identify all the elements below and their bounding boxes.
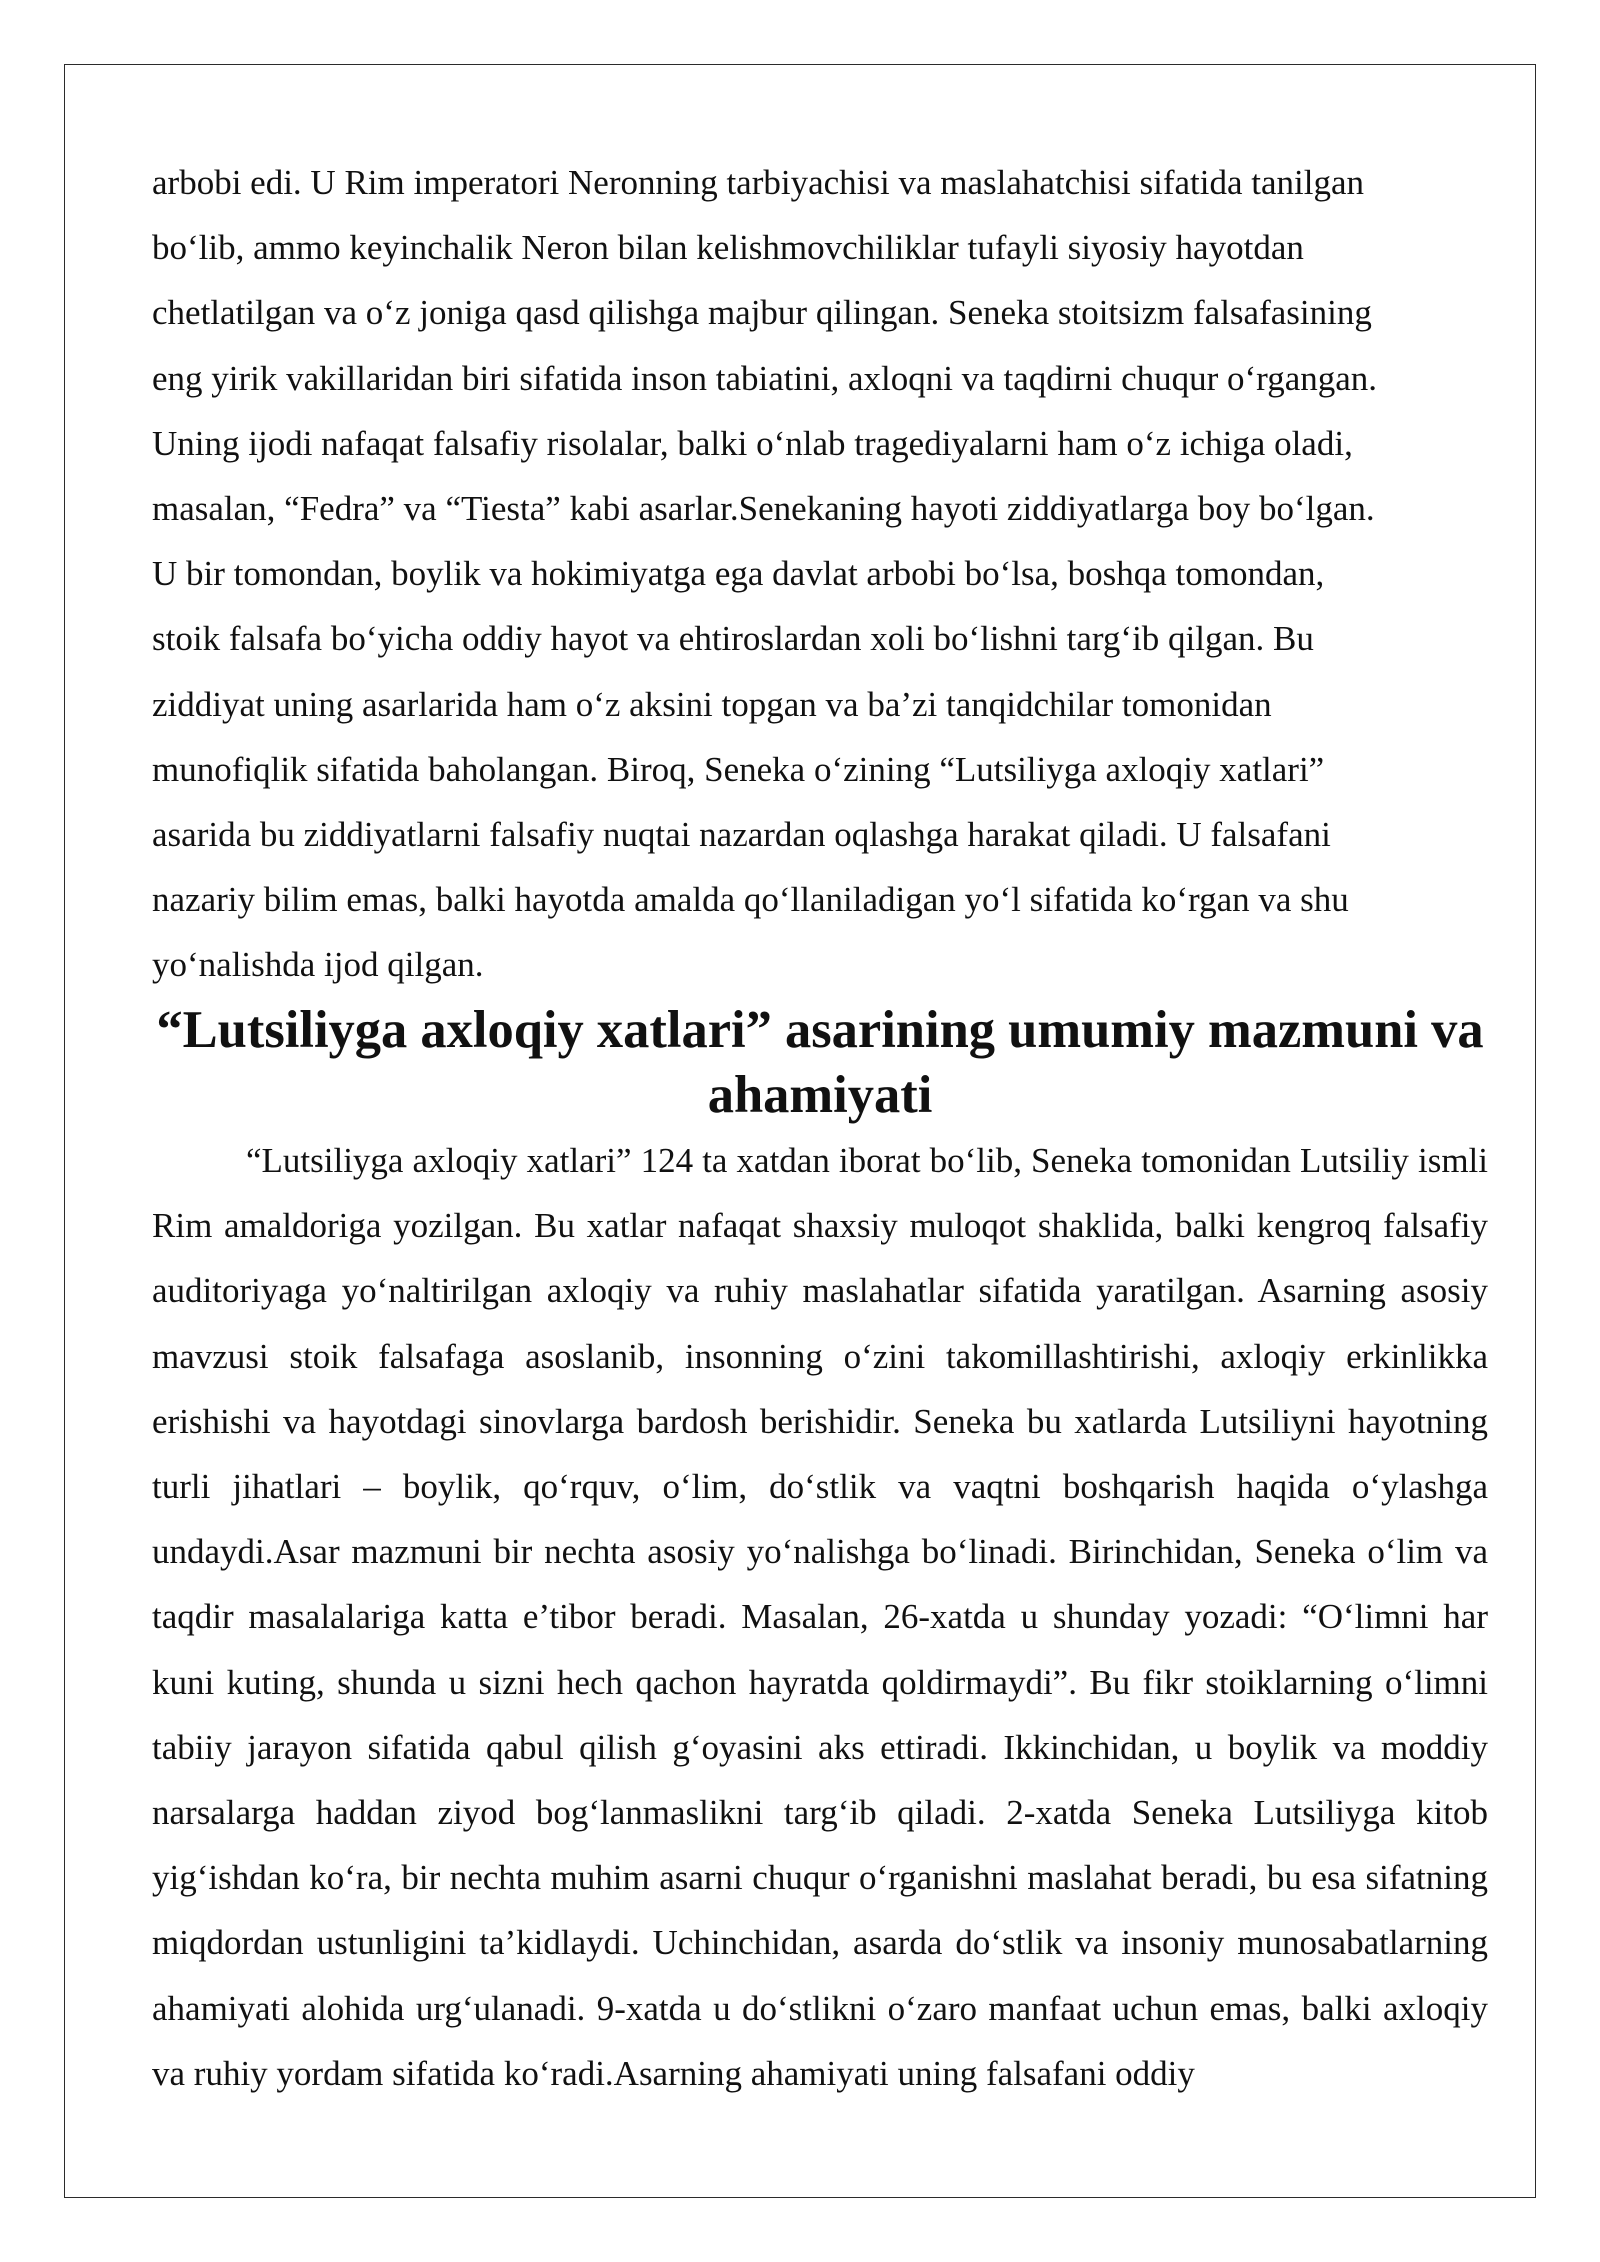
text-line: masalan, “Fedra” va “Tiesta” kabi asarlar.Senekaning hayoti ziddiyatlarga boy bo‘lgan. — [152, 489, 1375, 529]
text-line: yo‘nalishda ijod qilgan. — [152, 945, 484, 985]
text-line: U bir tomondan, boylik va hokimiyatga ega davlat arbobi bo‘lsa, boshqa tomondan, — [152, 554, 1325, 594]
text-line: arbobi edi. U Rim imperatori Neronning tarbiyachisi va maslahatchisi sifatida tanilgan — [152, 163, 1365, 202]
text-line: chetlatilgan va o‘z joniga qasd qilishga majbur qilingan. Seneka stoitsizm falsafasining — [152, 293, 1372, 333]
text-line: munofiqlik sifatida baholangan. Biroq, Seneka o‘zining “Lutsiliyga axloqiy xatlari” — [152, 749, 1325, 789]
text-line: Uning ijodi nafaqat falsafiy risolalar, balki o‘nlab tragediyalarni ham o‘z ichiga oladi, — [152, 423, 1353, 463]
text-line: eng yirik vakillaridan biri sifatida inson tabiatini, axloqni va taqdirni chuqur o‘rgangan. — [152, 358, 1378, 398]
text-line: bo‘lib, ammo keyinchalik Neron bilan kelishmovchiliklar tufayli siyosiy hayotdan — [152, 228, 1304, 268]
paragraph-continued — [152, 150, 1488, 998]
text-line: asarida bu ziddiyatlarni falsafiy nuqtai nazardan oqlashga harakat qiladi. U falsafani — [152, 815, 1331, 855]
text-line: stoik falsafa bo‘yicha oddiy hayot va ehtiroslardan xoli bo‘lishni targ‘ib qilgan. Bu — [152, 619, 1314, 659]
text-line: nazariy bilim emas, balki hayotda amalda qo‘llaniladigan yo‘l sifatida ko‘rgan va shu — [152, 880, 1349, 920]
paragraph-body: “Lutsiliyga axloqiy xatlari” 124 ta xatdan iborat bo‘lib, Seneka tomonidan Lutsiliy ismli Rim amaldoriga yozilgan. Bu xatlar nafaqat shaxsiy muloqot shaklida, balki kengroq falsafiy auditoriyaga yo‘naltirilgan axloqiy va ruhiy maslahatlar sifatida yaratilgan. Asarning asosiy mavzusi stoik falsafaga asoslanib, insonning o‘zini takomillashtirishi, axloqiy erkinlikka erishishi va hayotdagi sinovlarga bardosh berishidir. Seneka bu xatlarda Lutsiliyni hayotning turli jihatlari – boylik, qo‘rquv, o‘lim, do‘stlik va vaqtni boshqarish haqida o‘ylashga undaydi.Asar mazmuni bir nechta asosiy yo‘nalishga bo‘linadi. Birinchidan, Seneka o‘lim va taqdir masalalariga katta e’tibor beradi. Masalan, 26-xatda u shunday yozadi: “O‘limni har kuni kuting, shunda u sizni hech qachon hayratda qoldirmaydi”. Bu fikr stoiklarning o‘limni tabiiy jarayon sifatida qabul qilish g‘oyasini aks ettiradi. Ikkinchidan, u boylik va moddiy narsalarga haddan ziyod bog‘lanmaslikni targ‘ib qiladi. 2-xatda Seneka Lutsiliyga kitob yig‘ishdan ko‘ra, bir nechta muhim asarni chuqur o‘rganishni maslahat beradi, bu esa sifatning miqdordan ustunligini ta’kidlaydi. Uchinchidan, asarda do‘stlik va insoniy munosabatlarning ahamiyati alohida urg‘ulanadi. 9-xatda u do‘stlikni o‘zaro manfaat uchun emas, balki axloqiy va ruhiy yordam sifatida ko‘radi.Asarning ahamiyati uning falsafani oddiy — [152, 1141, 1488, 2093]
text-line: ziddiyat uning asarlarida ham o‘z aksini topgan va ba’zi tanqidchilar tomonidan — [152, 684, 1272, 724]
document-body — [152, 150, 1488, 2169]
section-heading: “Lutsiliyga axloqiy xatlari” asarining umumiy mazmuni va ahamiyati — [156, 1000, 1484, 1124]
